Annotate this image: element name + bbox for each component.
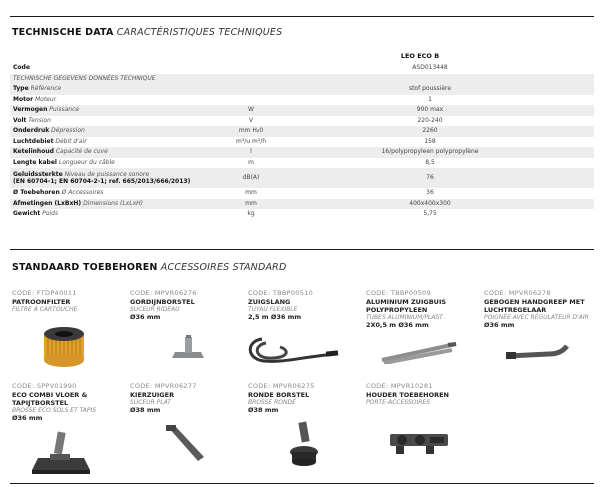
spec-label-italic: Capacité de cuve — [55, 148, 108, 155]
spec-label — [13, 209, 58, 220]
spec-row — [10, 199, 594, 210]
spec-row — [10, 158, 594, 169]
spec-row — [10, 116, 594, 127]
spec-label — [13, 188, 104, 199]
accessory-title: PATROONFILTER — [12, 298, 71, 306]
spec-row — [10, 168, 594, 188]
spec-unit: m³/u m³/h — [235, 137, 267, 145]
accessory-title: GEBOGEN HANDGREEP MET LUCHTREGELAAR — [484, 298, 585, 314]
spec-label-italic: Puissance — [49, 106, 80, 113]
spec-label — [13, 84, 61, 95]
spec-label-bold: Volt — [13, 116, 27, 124]
cartridge-filter-image — [40, 324, 88, 370]
spec-value: 220-240 — [417, 116, 443, 124]
spec-label-italic: Dépression — [51, 127, 85, 134]
spec-label-italic: Tension — [28, 116, 51, 124]
curved-handle-image — [503, 342, 573, 362]
accessory-size: Ø36 mm — [484, 321, 515, 329]
spec-value: 36 — [426, 189, 434, 196]
spec-label — [13, 158, 115, 169]
spec-label-bold: Code — [13, 64, 30, 71]
spec-row — [10, 147, 594, 158]
spec-label-bold: Type — [13, 85, 29, 92]
accessory-title: RONDE BORSTEL — [248, 391, 310, 399]
suction-hose-image — [242, 333, 342, 365]
accessories-heading — [12, 262, 287, 273]
spec-unit: W — [248, 106, 254, 113]
spec-value: 8,5 — [425, 158, 435, 166]
spec-label-bold: Onderdruk — [13, 127, 50, 134]
accessory-title: KIERZUIGER — [130, 391, 175, 399]
accessory-size: Ø38 mm — [130, 406, 161, 414]
spec-label-bold: Gewicht — [13, 210, 41, 217]
accessory-subtitle: BROSSE RONDE — [248, 399, 296, 406]
accessory-title: GORDIJNBORSTEL — [130, 298, 195, 306]
spec-label-italic: Moteur — [34, 95, 57, 103]
crevice-tool-image — [160, 423, 210, 463]
accessory-card — [130, 289, 242, 321]
accessory-subtitle: SUCEUR PLAT — [130, 399, 171, 406]
spec-value: 76 — [426, 174, 434, 181]
middle-rule — [10, 249, 594, 250]
spec-value: ASD013448 — [412, 64, 448, 71]
spec-label — [13, 126, 85, 137]
spec-row — [10, 137, 594, 148]
spec-label-italic: Référence — [30, 85, 62, 92]
accessory-card — [484, 289, 596, 329]
accessory-holder-image — [386, 428, 452, 458]
spec-label-italic: Longueur du câble — [58, 158, 115, 166]
accessories-heading-italic: ACCESSOIRES STANDARD — [160, 262, 287, 273]
spec-value: 1 — [428, 95, 432, 103]
spec-label — [13, 147, 108, 158]
spec-label-bold: Ø Toebehoren — [13, 189, 60, 196]
spec-label-italic: TECHNISCHE GEGEVENS DONNÉES TECHNIQUE — [13, 74, 156, 82]
accessory-code: CODE: MPVR06277 — [130, 382, 197, 390]
spec-value: 158 — [424, 137, 436, 145]
spec-value: stof poussière — [408, 85, 452, 92]
spec-row — [10, 105, 594, 116]
spec-label-line2: (EN 60704-1; EN 60704-2-1; ref. 665/2013/666/2013) — [13, 178, 191, 185]
spec-unit: mm — [245, 199, 257, 207]
accessory-size: 2X0,5 m Ø36 mm — [366, 321, 429, 329]
accessory-card — [248, 382, 360, 414]
floor-brush-image — [26, 430, 96, 478]
spec-label — [13, 74, 156, 85]
spec-unit: mm — [245, 189, 257, 196]
spec-unit: mm H₂0 — [238, 127, 264, 134]
spec-label-bold: Afmetingen (LxBxH) — [13, 199, 82, 207]
spec-row — [10, 95, 594, 106]
spec-label — [13, 95, 56, 106]
accessory-code: CODE: FTDP40011 — [12, 289, 77, 297]
accessory-code: CODE: TBBP00509 — [366, 289, 432, 297]
accessory-title: HOUDER TOEBEHOREN — [366, 391, 449, 399]
accessories-heading-bold: STANDAARD TOEBEHOREN — [12, 262, 158, 273]
accessory-card — [248, 289, 360, 321]
spec-label — [13, 171, 190, 185]
spec-label — [13, 63, 30, 74]
accessory-title: ALUMINIUM ZUIGBUIS POLYPROPYLEEN — [366, 298, 447, 314]
round-brush-image — [286, 420, 322, 468]
spec-unit: V — [248, 116, 254, 124]
spec-unit: kg — [247, 210, 255, 217]
spec-label — [13, 116, 51, 127]
bottom-rule — [10, 483, 594, 484]
accessory-title: ZUIGSLANG — [248, 298, 291, 306]
technical-heading-bold: TECHNISCHE DATA — [12, 27, 114, 38]
accessory-size: 2,5 m Ø36 mm — [248, 313, 302, 321]
accessory-subtitle: FILTRE À CARTOUCHE — [12, 306, 78, 313]
spec-label — [13, 137, 87, 148]
spec-unit: m — [248, 158, 254, 166]
accessory-card — [366, 382, 478, 406]
spec-table — [10, 63, 594, 220]
accessory-title: ECO COMBI VLOER & TAPIJTBORSTEL — [12, 391, 88, 407]
spec-row — [10, 188, 594, 199]
accessory-size: Ø38 mm — [248, 406, 279, 414]
spec-value: 2260 — [422, 127, 438, 134]
spec-value: 400x400x300 — [409, 199, 451, 207]
accessory-subtitle: POIGNÉE AVEC RÉGULATEUR D'AIR — [484, 314, 589, 321]
spec-label — [13, 105, 79, 116]
spec-label-bold: Ketelinhoud — [13, 148, 54, 155]
spec-row — [10, 63, 594, 74]
accessory-code: CODE: TBBP00510 — [248, 289, 314, 297]
technical-heading — [12, 27, 282, 38]
accessory-code: CODE: MPVR06275 — [248, 382, 315, 390]
accessory-subtitle: TUBES ALUMINIUM/PLAST — [366, 314, 443, 321]
spec-row — [10, 74, 594, 85]
spec-label-italic: Ø Accessoires — [61, 189, 104, 196]
spec-label-bold: Lengte kabel — [13, 158, 57, 166]
suction-tubes-image — [378, 340, 460, 364]
spec-label-italic: Poids — [42, 210, 59, 217]
accessory-subtitle: TUYAU FLEXIBLE — [248, 306, 298, 313]
spec-unit: l — [250, 148, 252, 155]
accessory-size: Ø36 mm — [130, 313, 161, 321]
spec-unit: dB(A) — [242, 174, 260, 181]
accessory-subtitle: SUCEUR RIDEAU — [130, 306, 180, 313]
technical-heading-italic: CARACTÉRISTIQUES TECHNIQUES — [116, 27, 283, 38]
accessory-size: Ø36 mm — [12, 414, 43, 422]
accessory-subtitle: BROSSE ECO SOLS ET TAPIS — [12, 407, 97, 414]
curtain-brush-image — [168, 334, 208, 364]
spec-label-bold: Vermogen — [13, 106, 48, 113]
spec-label — [13, 199, 143, 210]
accessory-card — [366, 289, 478, 329]
spec-label-bold: Geluidssterkte — [13, 171, 63, 178]
spec-value: 5,75 — [423, 210, 437, 217]
spec-value: 900 max — [416, 106, 444, 113]
top-rule — [10, 16, 594, 17]
accessory-code: CODE: MPVR10281 — [366, 382, 433, 390]
accessory-card — [130, 382, 242, 414]
model-name: LEO ECO B — [400, 52, 440, 60]
spec-label-italic: Dimensions (LxLxH) — [83, 199, 143, 207]
spec-label-bold: Luchtdebiet — [13, 137, 54, 145]
accessory-code: CODE: MPVR06276 — [130, 289, 197, 297]
spec-label-italic: Débit d'air — [55, 137, 87, 145]
accessory-card — [12, 289, 124, 313]
spec-row — [10, 209, 594, 220]
accessory-card — [12, 382, 124, 422]
spec-label-bold: Motor — [13, 95, 34, 103]
accessory-subtitle: PORTE-ACCESSOIRES — [366, 399, 431, 406]
spec-row — [10, 84, 594, 95]
spec-row — [10, 126, 594, 137]
accessory-code: CODE: SPPV01990 — [12, 382, 77, 390]
spec-label-italic: Niveau de puissance sonore — [64, 171, 150, 178]
accessory-code: CODE: MPVR06278 — [484, 289, 551, 297]
spec-value: 16/polypropyleen polypropylène — [381, 148, 479, 155]
